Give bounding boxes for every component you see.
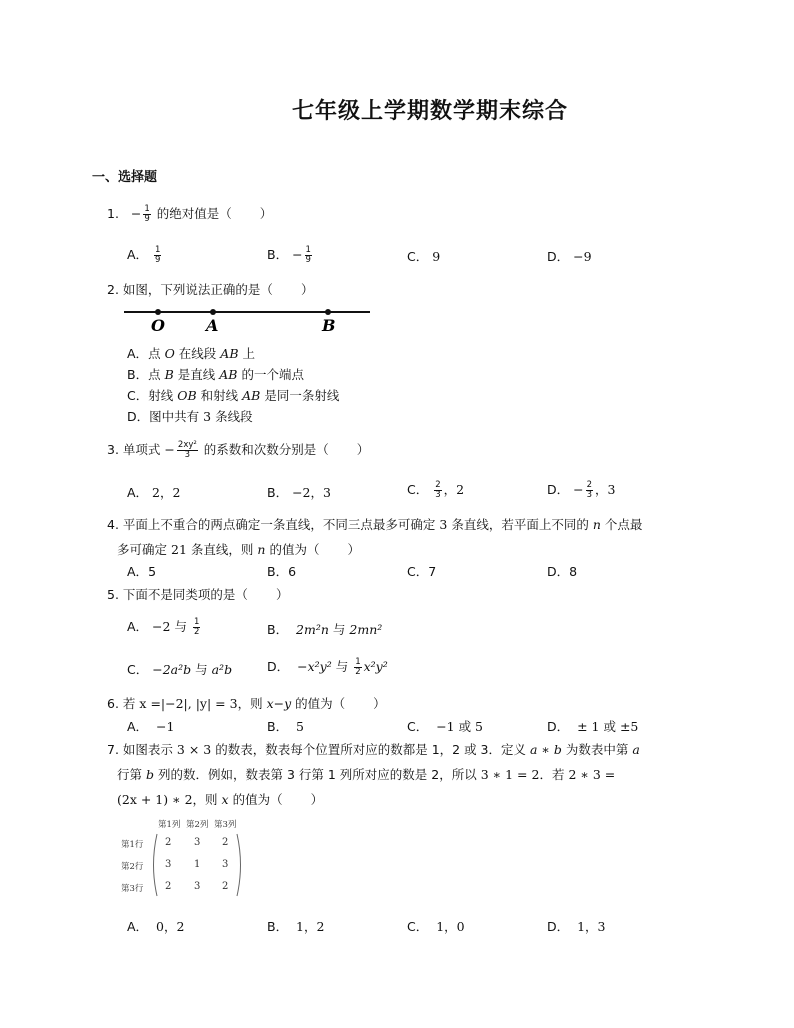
row-header-3: 第3行	[121, 884, 144, 894]
q3-option-a[interactable]: A． 2，2	[127, 485, 181, 500]
q5-option-c[interactable]: C． −2a²b 与 a²b	[127, 662, 233, 677]
q7-option-c[interactable]: C． 1，0	[407, 919, 465, 934]
q1-option-d[interactable]: D． −9	[547, 249, 592, 264]
question-4-line-1: 4. 平面上不重合的两点确定一条直线，不同三点最多可确定 3 条直线，若平面上不同的 n 个点最	[107, 517, 643, 532]
question-number: 1.	[107, 206, 119, 221]
point-a	[210, 309, 216, 315]
q6-option-a[interactable]: A． −1	[127, 719, 175, 734]
q4-option-c[interactable]: C．7	[407, 564, 437, 579]
line-figure	[122, 304, 374, 336]
q2-option-a[interactable]: A．点 O 在线段 AB 上	[127, 346, 256, 361]
question-3: 3. 单项式 − $\frac{\text{2xy²}}{3}$ 的系数和次数分别是（ ）	[107, 440, 370, 460]
question-1: 1. − $\frac{1}{9}$ 的绝对值是（ ）	[107, 204, 273, 224]
question-2: 2. 如图，下列说法正确的是（ ）	[107, 282, 314, 297]
matrix-cell: 2	[165, 837, 172, 848]
matrix-cell: 1	[194, 859, 201, 870]
q6-option-d[interactable]: D． ± 1 或 ±5	[547, 719, 639, 734]
point-b	[325, 309, 331, 315]
q4-option-d[interactable]: D．8	[547, 564, 578, 579]
q1-option-b[interactable]: B． − $\frac{1}{9}$	[267, 245, 311, 265]
q7-option-b[interactable]: B． 1，2	[267, 919, 325, 934]
q6-option-c[interactable]: C． −1 或 5	[407, 719, 484, 734]
q4-option-a[interactable]: A．5	[127, 564, 157, 579]
q7-option-a[interactable]: A． 0，2	[127, 919, 185, 934]
matrix-cell: 3	[194, 837, 201, 848]
question-7-line-1: 7. 如图表示 3 × 3 的数表，数表每个位置所对应的数都是 1，2 或 3．定义 a ∗ b 为数表中第 a	[107, 742, 640, 757]
question-6: 6. 若 x =|−2|, |y| = 3，则 x−y 的值为（ ）	[107, 696, 386, 711]
q7-option-d[interactable]: D． 1，3	[547, 919, 606, 934]
matrix-cell: 3	[194, 881, 201, 892]
q5-option-a[interactable]: A． −2 与 $\frac{1}{2}$	[127, 617, 200, 637]
number-table-figure	[118, 818, 248, 900]
q5-option-b[interactable]: B． 2m²n 与 2mn²	[267, 622, 383, 637]
matrix-cell: 2	[165, 881, 172, 892]
matrix-cell: 2	[222, 837, 229, 848]
point-o	[155, 309, 161, 315]
q4-option-b[interactable]: B．6	[267, 564, 297, 579]
col-header-1: 第1列	[158, 820, 181, 830]
q2-option-b[interactable]: B．点 B 是直线 AB 的一个端点	[127, 367, 304, 382]
matrix-cell: 3	[165, 859, 172, 870]
question-4-line-2: 多可确定 21 条直线，则 n 的值为（ ）	[117, 542, 360, 557]
page-title: 七年级上学期数学期末综合	[291, 99, 568, 124]
section-heading: 一、选择题	[92, 170, 158, 185]
q2-option-d[interactable]: D．图中共有 3 条线段	[127, 409, 253, 424]
point-a-label: A	[206, 316, 219, 335]
point-b-label: B	[322, 316, 336, 335]
point-o-label: O	[151, 316, 165, 335]
fraction: $\frac{1}{9}$	[144, 204, 150, 224]
q1-option-a[interactable]: A． $\frac{1}{9}$	[127, 245, 161, 265]
q2-option-c[interactable]: C．射线 OB 和射线 AB 是同一条射线	[127, 388, 340, 403]
q3-option-c[interactable]: C． $\frac{2}{3}$ ，2	[407, 480, 465, 500]
row-header-1: 第1行	[121, 840, 144, 850]
matrix-cell: 3	[222, 859, 229, 870]
question-7-line-3: (2x + 1) ∗ 2，则 x 的值为（ ）	[117, 792, 324, 807]
q6-option-b[interactable]: B． 5	[267, 719, 304, 734]
row-header-2: 第2行	[121, 862, 144, 872]
q3-option-b[interactable]: B． −2，3	[267, 485, 331, 500]
col-header-2: 第2列	[186, 820, 209, 830]
q5-option-d[interactable]: D． −x²y² 与 $\frac{1}{2}$ x²y²	[267, 657, 388, 677]
col-header-3: 第3列	[214, 820, 237, 830]
matrix-cell: 2	[222, 881, 229, 892]
q3-option-d[interactable]: D． − $\frac{2}{3}$ ，3	[547, 480, 616, 500]
q1-option-c[interactable]: C． 9	[407, 249, 441, 264]
question-7-line-2: 行第 b 列的数．例如，数表第 3 行第 1 列所对应的数是 2，所以 3 ∗ 1 = 2．若 2 ∗ 3 =	[117, 767, 616, 782]
question-5: 5. 下面不是同类项的是（ ）	[107, 587, 289, 602]
